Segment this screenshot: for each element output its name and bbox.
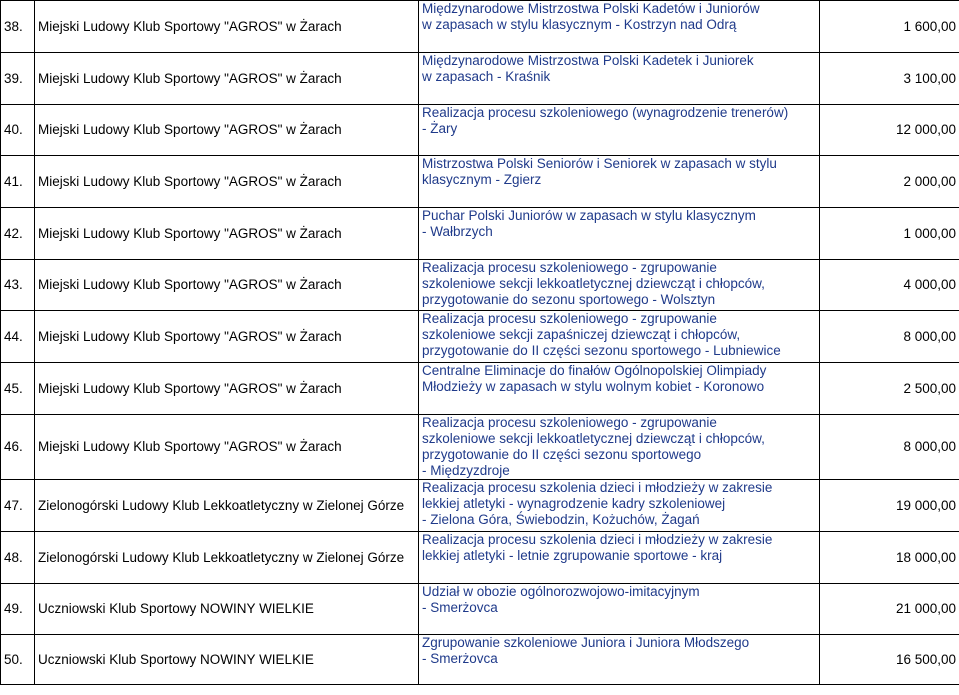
task-line: Zgrupowanie szkoleniowe Juniora i Juniora Młodszego	[422, 635, 750, 650]
task-line: Realizacja procesu szkolenia dzieci i młodzieży w zakresie	[422, 532, 773, 547]
task-description	[419, 363, 820, 415]
row-number: 49.	[1, 584, 35, 635]
task-description	[419, 260, 820, 311]
grant-amount: 18 000,00	[820, 532, 959, 584]
task-line: Udział w obozie ogólnorozwojowo-imitacyjnym	[422, 584, 700, 599]
grant-amount: 4 000,00	[820, 260, 959, 311]
grant-amount: 3 100,00	[820, 53, 959, 105]
table-row	[1, 260, 959, 311]
task-line: klasycznym - Zgierz	[422, 172, 542, 187]
organization-name: Miejski Ludowy Klub Sportowy "AGROS" w Żarach	[35, 105, 419, 156]
task-line: Realizacja procesu szkoleniowego - zgrupowanie	[422, 311, 717, 326]
task-description	[419, 1, 820, 53]
row-number: 47.	[1, 480, 35, 532]
organization-name: Uczniowski Klub Sportowy NOWINY WIELKIE	[35, 584, 419, 635]
table-row	[1, 105, 959, 156]
row-number: 43.	[1, 260, 35, 311]
grant-amount: 2 500,00	[820, 363, 959, 415]
table-row	[1, 480, 959, 532]
task-description	[419, 208, 820, 260]
task-line: - Zielona Góra, Świebodzin, Kożuchów, Żagań	[422, 512, 700, 527]
organization-name: Miejski Ludowy Klub Sportowy "AGROS" w Żarach	[35, 260, 419, 311]
task-line: - Żary	[422, 121, 458, 136]
task-line: Realizacja procesu szkolenia dzieci i młodzieży w zakresie	[422, 480, 773, 495]
task-description	[419, 311, 820, 363]
organization-name: Miejski Ludowy Klub Sportowy "AGROS" w Żarach	[35, 311, 419, 363]
task-line: - Smerżovca	[422, 600, 498, 615]
grant-amount: 16 500,00	[820, 635, 959, 685]
grants-table-body	[1, 1, 959, 685]
organization-name: Uczniowski Klub Sportowy NOWINY WIELKIE	[35, 635, 419, 685]
grant-amount: 19 000,00	[820, 480, 959, 532]
task-line: przygotowanie do II części sezonu sportowego	[422, 447, 702, 462]
task-line: Mistrzostwa Polski Seniorów i Seniorek w zapasach w stylu	[422, 156, 777, 171]
organization-name: Miejski Ludowy Klub Sportowy "AGROS" w Żarach	[35, 53, 419, 105]
row-number: 50.	[1, 635, 35, 685]
row-number: 46.	[1, 415, 35, 480]
task-line: - Międzyzdroje	[422, 463, 510, 478]
task-line: Centralne Eliminacje do finałów Ogólnopolskiej Olimpiady	[422, 363, 767, 378]
table-row	[1, 311, 959, 363]
task-line: Realizacja procesu szkoleniowego - zgrupowanie	[422, 260, 717, 275]
task-line: szkoleniowe sekcji lekkoatletycznej dziewcząt i chłopców,	[422, 431, 765, 446]
grant-amount: 21 000,00	[820, 584, 959, 635]
task-description	[419, 156, 820, 208]
task-line: Realizacja procesu szkoleniowego (wynagrodzenie trenerów)	[422, 105, 789, 120]
grant-amount: 1 600,00	[820, 1, 959, 53]
table-row	[1, 363, 959, 415]
task-line: Młodzieży w zapasach w stylu wolnym kobiet - Koronowo	[422, 379, 765, 394]
task-description	[419, 480, 820, 532]
row-number: 41.	[1, 156, 35, 208]
task-line: Puchar Polski Juniorów w zapasach w stylu klasycznym	[422, 208, 756, 223]
table-row	[1, 53, 959, 105]
table-row	[1, 584, 959, 635]
task-description	[419, 53, 820, 105]
row-number: 42.	[1, 208, 35, 260]
organization-name: Miejski Ludowy Klub Sportowy "AGROS" w Żarach	[35, 1, 419, 53]
task-line: Międzynarodowe Mistrzostwa Polski Kadetów i Juniorów	[422, 1, 760, 16]
task-line: - Wałbrzych	[422, 224, 493, 239]
organization-name: Zielonogórski Ludowy Klub Lekkoatletyczny w Zielonej Górze	[35, 532, 419, 584]
table-row	[1, 532, 959, 584]
row-number: 45.	[1, 363, 35, 415]
row-number: 38.	[1, 1, 35, 53]
grant-amount: 12 000,00	[820, 105, 959, 156]
task-line: przygotowanie do II części sezonu sportowego - Lubniewice	[422, 343, 781, 358]
organization-name: Miejski Ludowy Klub Sportowy "AGROS" w Żarach	[35, 363, 419, 415]
table-row	[1, 415, 959, 480]
organization-name: Miejski Ludowy Klub Sportowy "AGROS" w Żarach	[35, 208, 419, 260]
grant-amount: 8 000,00	[820, 415, 959, 480]
grant-amount: 2 000,00	[820, 156, 959, 208]
row-number: 40.	[1, 105, 35, 156]
task-line: w zapasach w stylu klasycznym - Kostrzyn nad Odrą	[422, 17, 737, 32]
task-description	[419, 532, 820, 584]
grant-amount: 8 000,00	[820, 311, 959, 363]
task-line: szkoleniowe sekcji zapaśniczej dziewcząt i chłopców,	[422, 327, 741, 342]
task-line: szkoleniowe sekcji lekkoatletycznej dziewcząt i chłopców,	[422, 276, 765, 291]
organization-name: Miejski Ludowy Klub Sportowy "AGROS" w Żarach	[35, 415, 419, 480]
task-line: Realizacja procesu szkoleniowego - zgrupowanie	[422, 415, 717, 430]
row-number: 39.	[1, 53, 35, 105]
table-row	[1, 635, 959, 685]
task-line: w zapasach - Kraśnik	[422, 69, 551, 84]
row-number: 48.	[1, 532, 35, 584]
task-line: Międzynarodowe Mistrzostwa Polski Kadetek i Juniorek	[422, 53, 754, 68]
task-line: przygotowanie do sezonu sportowego - Wolsztyn	[422, 292, 716, 307]
task-description	[419, 415, 820, 480]
task-description	[419, 635, 820, 685]
table-row	[1, 208, 959, 260]
organization-name: Zielonogórski Ludowy Klub Lekkoatletyczny w Zielonej Górze	[35, 480, 419, 532]
task-description	[419, 105, 820, 156]
task-line: lekkiej atletyki - letnie zgrupowanie sportowe - kraj	[422, 548, 723, 563]
table-row	[1, 1, 959, 53]
task-line: lekkiej atletyki - wynagrodzenie kadry szkoleniowej	[422, 496, 726, 511]
table-row	[1, 156, 959, 208]
row-number: 44.	[1, 311, 35, 363]
task-line: - Smerżovca	[422, 651, 498, 666]
grant-amount: 1 000,00	[820, 208, 959, 260]
task-description	[419, 584, 820, 635]
organization-name: Miejski Ludowy Klub Sportowy "AGROS" w Żarach	[35, 156, 419, 208]
